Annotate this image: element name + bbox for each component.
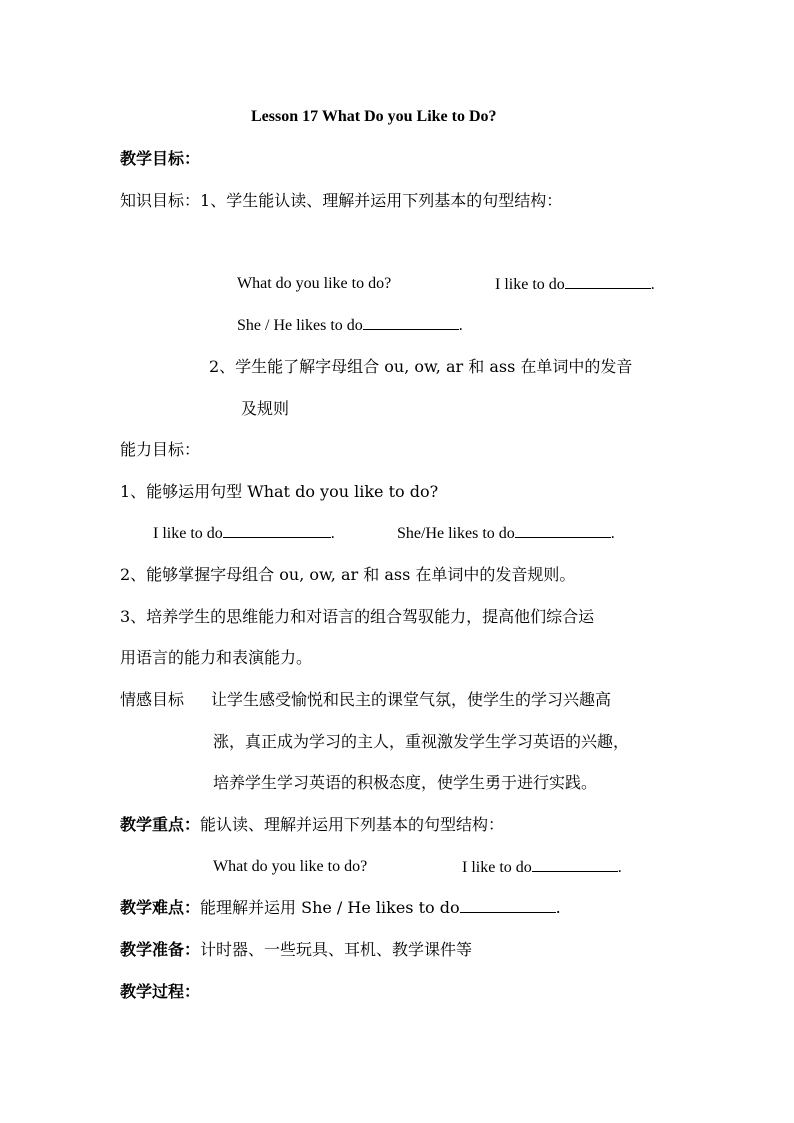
emotion-goal-label: 情感目标 [120, 690, 185, 709]
emotion-goal-line-2: 涨，真正成为学习的主人，重视激发学生学习英语的兴趣， [213, 732, 630, 751]
key-answer-prefix: I like to do [462, 859, 532, 876]
she-he-prefix: She / He likes to do [237, 317, 363, 334]
teaching-process-heading: 教学过程： [120, 982, 201, 1001]
answer-end: . [650, 276, 655, 293]
preparation-line [120, 939, 472, 961]
difficult-points-end: . [555, 898, 561, 917]
preparation-label: 教学准备： [120, 940, 201, 959]
knowledge-goal-item-1: 1、学生能认读、理解并运用下列基本的句型结构： [200, 191, 563, 210]
difficult-points-blank [460, 897, 556, 913]
she-he-blank [363, 314, 459, 330]
difficult-points-line [120, 897, 561, 919]
key-answer-blank [532, 856, 618, 872]
difficult-points-label: 教学难点： [120, 898, 201, 917]
difficult-points-text: 能理解并运用 She / He likes to do [200, 898, 460, 917]
ability-goal-item-3-cont: 用语言的能力和表演能力。 [120, 648, 313, 667]
sentence-pattern-she-he [237, 314, 463, 337]
knowledge-goal-item-2-cont: 及规则 [241, 399, 290, 418]
ability-pattern-i-like [153, 522, 335, 545]
ability-goal-item-1: 1、能够运用句型 What do you like to do? [120, 482, 439, 501]
key-points-question: What do you like to do? [213, 858, 368, 875]
ability-she-he-blank [515, 522, 611, 538]
preparation-text: 计时器、一些玩具、耳机、教学课件等 [200, 940, 473, 959]
ability-goal-item-3: 3、培养学生的思维能力和对语言的组合驾驭能力，提高他们综合运 [120, 607, 595, 626]
teaching-goals-heading: 教学目标： [120, 149, 201, 168]
she-he-end: . [458, 317, 463, 334]
key-points-label: 教学重点： [120, 815, 201, 834]
ability-goal-item-2: 2、能够掌握字母组合 ou, ow, ar 和 ass 在单词中的发音规则。 [120, 565, 576, 584]
emotion-goal-line-3: 培养学生学习英语的积极态度，使学生勇于进行实践。 [213, 773, 598, 792]
sentence-pattern-answer [495, 273, 655, 296]
key-points-answer [462, 856, 622, 879]
knowledge-goal-line [120, 190, 562, 212]
key-points-text: 能认读、理解并运用下列基本的句型结构： [200, 815, 505, 834]
sentence-pattern-question: What do you like to do? [237, 275, 392, 292]
ability-she-he-end: . [610, 525, 615, 542]
answer-blank [565, 273, 651, 289]
ability-i-like-blank [223, 522, 331, 538]
ability-she-he-prefix: She/He likes to do [397, 525, 515, 542]
ability-pattern-she-he [397, 522, 615, 545]
emotion-goal-line-1: 让学生感受愉悦和民主的课堂气氛，使学生的学习兴趣高 [211, 690, 612, 709]
key-points-line [120, 814, 504, 836]
ability-i-like-prefix: I like to do [153, 525, 223, 542]
ability-goal-label: 能力目标： [120, 440, 201, 459]
ability-i-like-end: . [330, 525, 335, 542]
key-answer-end: . [617, 859, 622, 876]
knowledge-goal-item-2: 2、学生能了解字母组合 ou, ow, ar 和 ass 在单词中的发音 [209, 357, 633, 376]
knowledge-goal-label: 知识目标： [120, 191, 201, 210]
lesson-title: Lesson 17 What Do you Like to Do? [251, 108, 497, 125]
answer-prefix: I like to do [495, 276, 565, 293]
